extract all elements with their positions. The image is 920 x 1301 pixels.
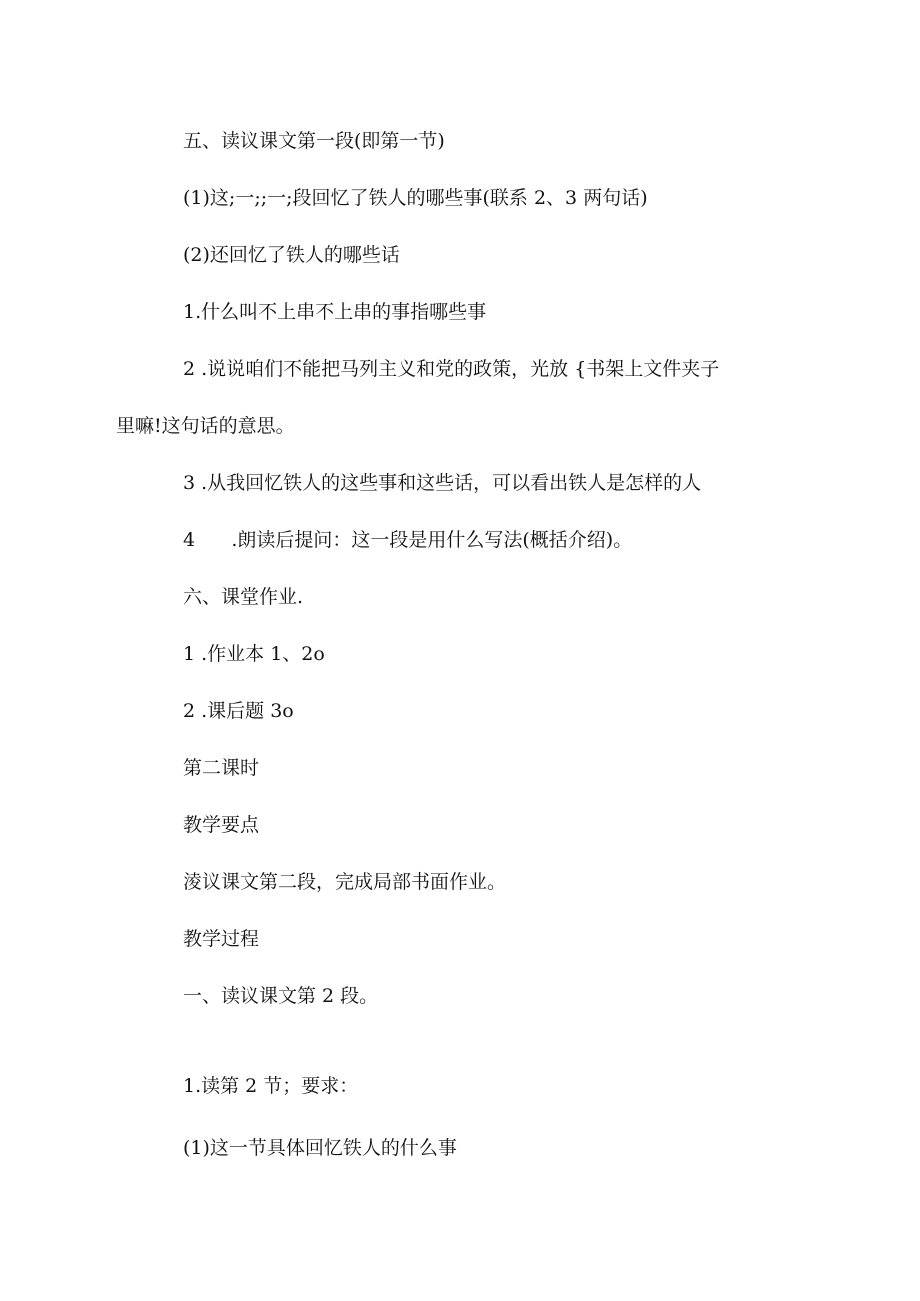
text-line: (1)这一节具体回忆铁人的什么事 bbox=[183, 1137, 457, 1159]
text-line: 4 .朗读后提问：这一段是用什么写法(概括介绍)。 bbox=[183, 529, 633, 551]
text-line: 3 .从我回忆铁人的这些事和这些话，可以看出铁人是怎样的人 bbox=[183, 472, 702, 494]
text-line: (1)这;一;;一;段回忆了铁人的哪些事(联系 2、3 两句话) bbox=[183, 187, 648, 209]
section-heading-six: 六、课堂作业. bbox=[183, 586, 304, 608]
section-heading-five: 五、读议课文第一段(即第一节) bbox=[183, 130, 445, 152]
section-heading-one: 一、读议课文第 2 段。 bbox=[183, 985, 379, 1007]
text-line: 2 .说说咱们不能把马列主义和党的政策，光放 {书架上文件夹子 bbox=[183, 358, 720, 380]
text-line: 2 .课后题 3o bbox=[183, 700, 294, 722]
lesson-heading: 第二课时 bbox=[183, 757, 260, 779]
subheading-teaching-points: 教学要点 bbox=[183, 814, 260, 836]
text-line: (2)还回忆了铁人的哪些话 bbox=[183, 244, 400, 266]
text-line: 淩议课文第二段，完成局部书面作业。 bbox=[183, 871, 507, 893]
text-line: 1 .作业本 1、2o bbox=[183, 643, 325, 665]
text-line: 1.什么叫不上串不上串的事指哪些事 bbox=[183, 301, 487, 323]
text-line-continuation: 里嘛!这句话的意思。 bbox=[116, 415, 295, 437]
subheading-teaching-process: 教学过程 bbox=[183, 928, 260, 950]
text-line: 1.读第 2 节；要求： bbox=[183, 1075, 359, 1097]
